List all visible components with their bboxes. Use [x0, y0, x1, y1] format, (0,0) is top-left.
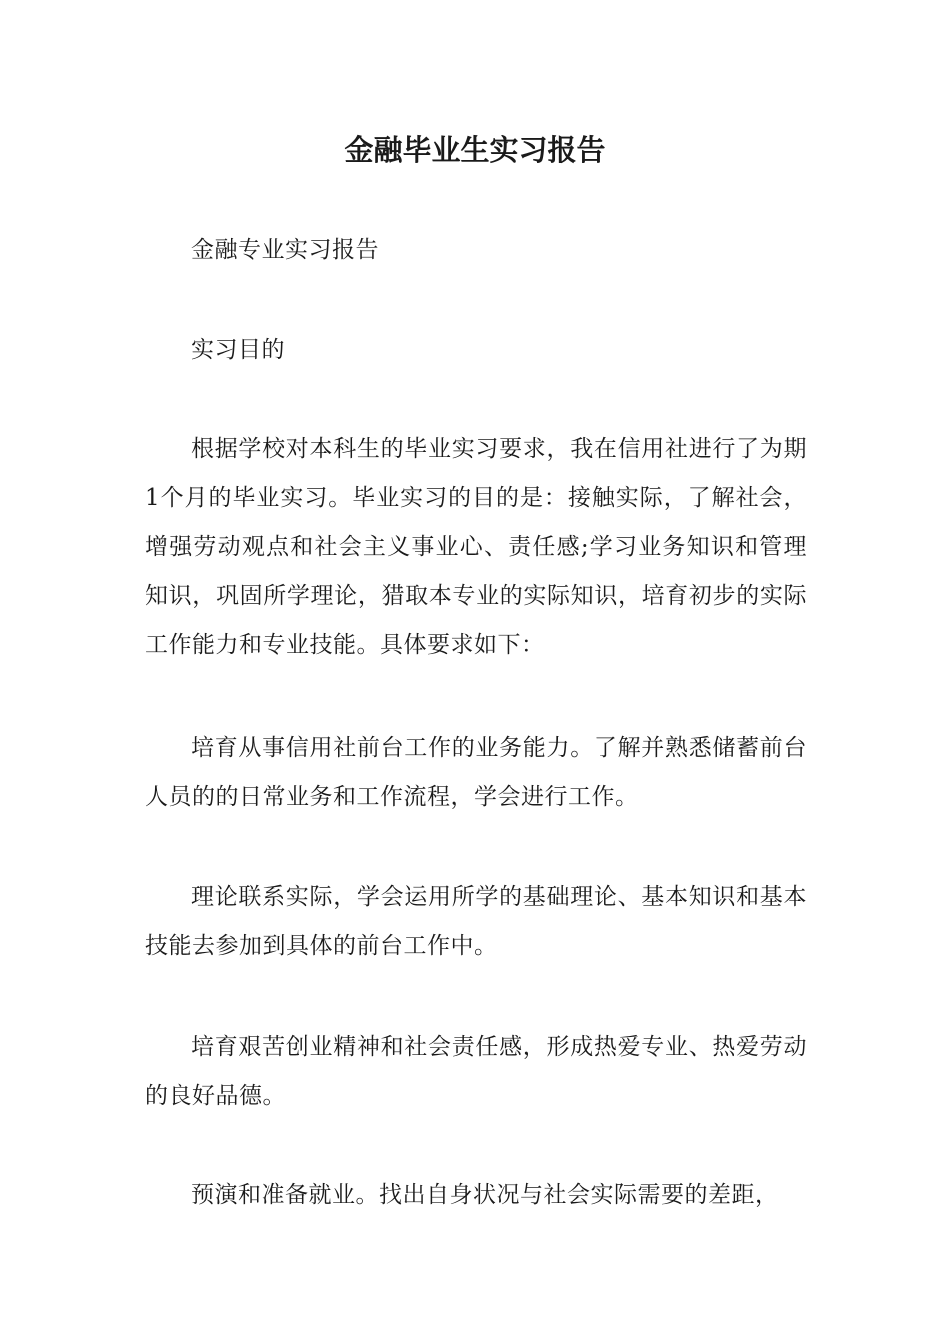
paragraph-requirement-4: 预演和准备就业。找出自身状况与社会实际需要的差距， [191, 1182, 779, 1208]
paragraph-requirement-3: 培育艰苦创业精神和社会责任感，形成热爱专业、热爱劳动的良好品德。 [145, 1034, 807, 1109]
document-title: 金融毕业生实习报告 [344, 133, 606, 167]
paragraph-purpose: 根据学校对本科生的毕业实习要求，我在信用社进行了为期1个月的毕业实习。毕业实习的目的是：接触实际，了解社会，增强劳动观点和社会主义事业心、责任感;学习业务知识和管理知识，巩固所学理论，猎取本专业的实际知识，培育初步的实际工作能力和专业技能。具体要求如下： [145, 436, 807, 658]
paragraph-requirement-2: 理论联系实际，学会运用所学的基础理论、基本知识和基本技能去参加到具体的前台工作中。 [145, 884, 807, 959]
paragraph-requirement-1: 培育从事信用社前台工作的业务能力。了解并熟悉储蓄前台人员的的日常业务和工作流程，学会进行工作。 [145, 735, 807, 810]
paragraph-section-heading: 实习目的 [191, 337, 285, 363]
paragraph-subtitle: 金融专业实习报告 [191, 237, 379, 263]
